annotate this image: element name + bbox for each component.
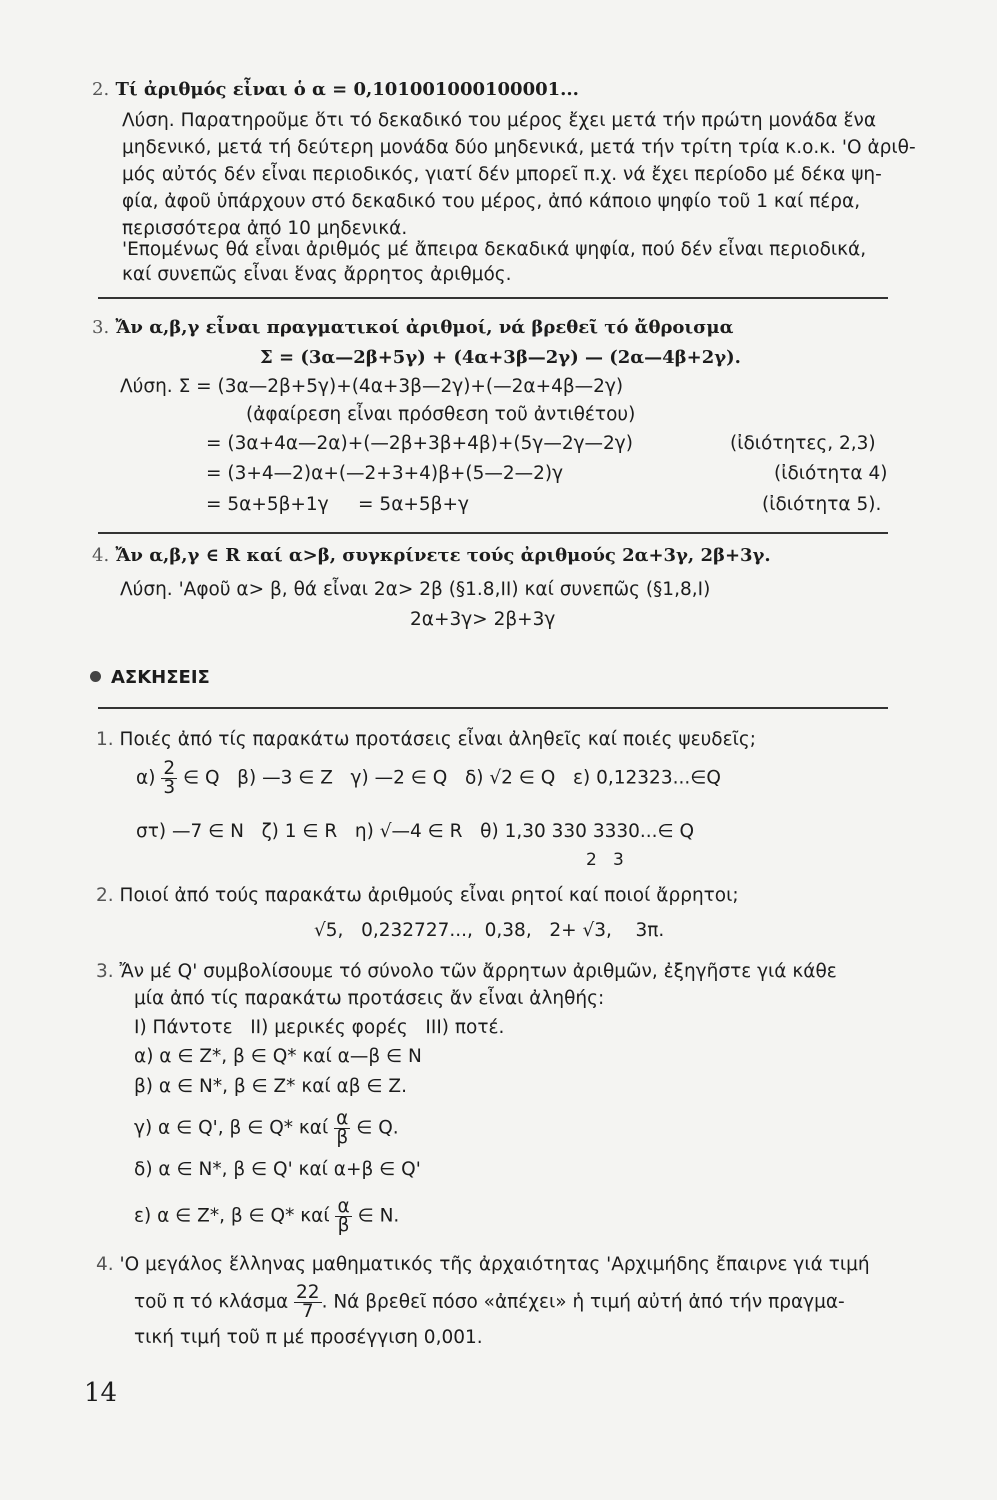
problem-3-property-note: (ἰδιότητα 5).: [762, 494, 882, 515]
exercise-4-line-2-post: . Νά βρεθεῖ πόσο «ἀπέχει» ἡ τιμή αὐτή ἀπό τήν πραγμα-: [321, 1291, 845, 1313]
problem-2-line: μηδενικό, μετά τή δεύτερη μονάδα δύο μηδενικά, μετά τήν τρίτη τρία κ.ο.κ. 'Ο ἀριθ-: [122, 137, 916, 158]
problem-3-solution-line: = (3α+4α—2α)+(—2β+3β+4β)+(5γ—2γ—2γ): [206, 433, 633, 454]
problem-2-line: φία, ἀφοῦ ὑπάρχουν στό δεκαδικό του μέρος, ἀπό κάποιο ψηφίο τοῦ 1 καί πέρα,: [122, 191, 861, 212]
exercise-1-number: 1.: [96, 729, 114, 750]
exercise-1-a-rest: ∈ Q β) —3 ∈ Z γ) —2 ∈ Q δ) √2 ∈ Q ε) 0,12323...∈Q: [182, 767, 721, 789]
exercise-1: [96, 728, 756, 752]
problem-2-number: 2.: [92, 79, 110, 100]
exercise-3-line-1: Ἄν μέ Q' συμβολίσουμε τό σύνολο τῶν ἄρρητων ἀριθμῶν, ἐξηγῆστε γιά κάθε: [119, 961, 837, 982]
problem-3-solution-note: (ἀφαίρεση εἶναι πρόσθεση τοῦ ἀντιθέτου): [246, 404, 636, 425]
exercise-4-line-1: 'Ο μεγάλος ἕλληνας μαθηματικός τῆς ἀρχαιότητας 'Αρχιμήδης ἔπαιρνε γιά τιμή: [119, 1254, 870, 1275]
exercise-1-row-2: στ) —7 ∈ N ζ) 1 ∈ R η) √—4 ∈ R θ) 1,30 330 3330...∈ Q: [136, 821, 695, 842]
exercise-3-item-e: [134, 1198, 399, 1235]
exercise-3: [96, 960, 837, 984]
exercise-3-item-a: α) α ∈ Z*, β ∈ Q* καί α—β ∈ N: [134, 1046, 422, 1067]
exercise-2-text: Ποιοί ἀπό τούς παρακάτω ἀριθμούς εἶναι ρητοί καί ποιοί ἄρρητοι;: [119, 885, 739, 906]
problem-4-solution-line: Λύση. 'Αφοῦ α> β, θά εἶναι 2α> 2β (§1.8,ΙΙ) καί συνεπῶς (§1,8,Ι): [120, 579, 711, 600]
fraction-denominator: β: [337, 1215, 350, 1236]
problem-2-line: Λύση. Παρατηροῦμε ὅτι τό δεκαδικό του μέρος ἔχει μετά τήν πρώτη μονάδα ἕνα: [122, 110, 877, 131]
problem-2-line: 'Επομένως θά εἶναι ἀριθμός μέ ἄπειρα δεκαδικά ψηφία, πού δέν εἶναι περιοδικά,: [122, 239, 867, 260]
problem-4-title: [92, 544, 771, 568]
fraction-denominator: 3: [163, 777, 176, 798]
fraction-alpha-over-beta: [335, 1198, 351, 1235]
divider: [98, 532, 888, 534]
fraction-numerator: α: [337, 1196, 350, 1217]
problem-3-title: [92, 316, 733, 340]
problem-2-title-text: Τί ἀριθμός εἶναι ὁ α = 0,101001000100001...: [115, 79, 579, 100]
bullet-icon: [90, 671, 101, 682]
fraction-numerator: 2: [163, 758, 176, 779]
exercise-3-line-3: Ι) Πάντοτε ΙΙ) μερικές φορές ΙΙΙ) ποτέ.: [134, 1017, 505, 1038]
exercise-3-item-c-post: ∈ Q.: [356, 1117, 399, 1139]
exercise-2-list: √5, 0,232727..., 0,38, 2+ √3, 3π.: [314, 920, 665, 941]
fraction-numerator: α: [336, 1108, 349, 1129]
problem-4-title-text: Ἄν α,β,γ ∈ R καί α>β, συγκρίνετε τούς ἀριθμούς 2α+3γ, 2β+3γ.: [115, 545, 771, 566]
exercise-3-item-c-pre: γ) α ∈ Q', β ∈ Q* καί: [134, 1117, 329, 1139]
problem-3-solution-line: = (3+4—2)α+(—2+3+4)β+(5—2—2)γ: [206, 463, 564, 484]
exercises-heading: [90, 666, 210, 690]
problem-4-solution-result: 2α+3γ> 2β+3γ: [410, 609, 556, 630]
exercises-heading-text: ΑΣΚΗΣΕΙΣ: [111, 667, 210, 688]
problem-2-title: [92, 78, 579, 102]
problem-3-property-note: (ἰδιότητα 4): [774, 463, 888, 484]
exercise-3-item-c: [134, 1110, 399, 1147]
exercise-3-item-b: β) α ∈ N*, β ∈ Z* καί αβ ∈ Z.: [134, 1076, 407, 1097]
fraction-two-thirds: [161, 760, 177, 797]
fraction-numerator: 22: [296, 1282, 320, 1303]
exercise-3-item-d: δ) α ∈ N*, β ∈ Q' καί α+β ∈ Q': [134, 1159, 421, 1180]
problem-2-line: περισσότερα ἀπό 10 μηδενικά.: [122, 218, 408, 239]
exercise-3-number: 3.: [96, 961, 114, 982]
exercise-3-item-e-post: ∈ N.: [357, 1205, 400, 1227]
exercise-1-row-2-sub: 2 3: [586, 850, 624, 870]
exercise-4: [96, 1253, 870, 1277]
problem-4-number: 4.: [92, 545, 110, 566]
exercise-4-line-3: τική τιμή τοῦ π μέ προσέγγιση 0,001.: [134, 1327, 483, 1348]
fraction-denominator: 7: [301, 1301, 314, 1322]
divider: [98, 707, 888, 709]
fraction-twenty-two-sevenths: [294, 1284, 322, 1321]
problem-3-solution-line: = 5α+5β+1γ = 5α+5β+γ: [206, 494, 469, 515]
exercise-2-number: 2.: [96, 885, 114, 906]
exercise-1-row-1: [136, 760, 721, 797]
exercise-2: [96, 884, 739, 908]
exercise-4-line-2: [134, 1284, 845, 1321]
problem-3-property-note: (ἰδιότητες, 2,3): [730, 433, 876, 454]
fraction-denominator: β: [336, 1127, 349, 1148]
problem-3-solution-line: Λύση. Σ = (3α—2β+5γ)+(4α+3β—2γ)+(—2α+4β—2γ): [120, 376, 624, 397]
problem-3-number: 3.: [92, 317, 110, 338]
exercise-4-line-2-pre: τοῦ π τό κλάσμα: [134, 1291, 289, 1313]
problem-2-line: μός αὐτός δέν εἶναι περιοδικός, γιατί δέν μπορεῖ π.χ. νά ἔχει περίοδο μέ δέκα ψη-: [122, 164, 882, 185]
divider: [98, 297, 888, 299]
exercise-1-a-label: α): [136, 767, 156, 789]
fraction-alpha-over-beta: [334, 1110, 350, 1147]
exercise-3-item-e-pre: ε) α ∈ Z*, β ∈ Q* καί: [134, 1205, 330, 1227]
page-number: 14: [84, 1378, 118, 1408]
exercise-3-line-2: μία ἀπό τίς παρακάτω προτάσεις ἄν εἶναι ἀληθής:: [134, 988, 605, 1009]
problem-2-line: καί συνεπῶς εἶναι ἕνας ἄρρητος ἀριθμός.: [122, 264, 512, 285]
problem-3-formula: Σ = (3α—2β+5γ) + (4α+3β—2γ) — (2α—4β+2γ).: [260, 347, 741, 368]
exercise-4-number: 4.: [96, 1254, 114, 1275]
problem-3-title-text: Ἄν α,β,γ εἶναι πραγματικοί ἀριθμοί, νά βρεθεῖ τό ἄθροισμα: [115, 317, 734, 338]
exercise-1-text: Ποιές ἀπό τίς παρακάτω προτάσεις εἶναι ἀληθεῖς καί ποιές ψευδεῖς;: [119, 729, 756, 750]
